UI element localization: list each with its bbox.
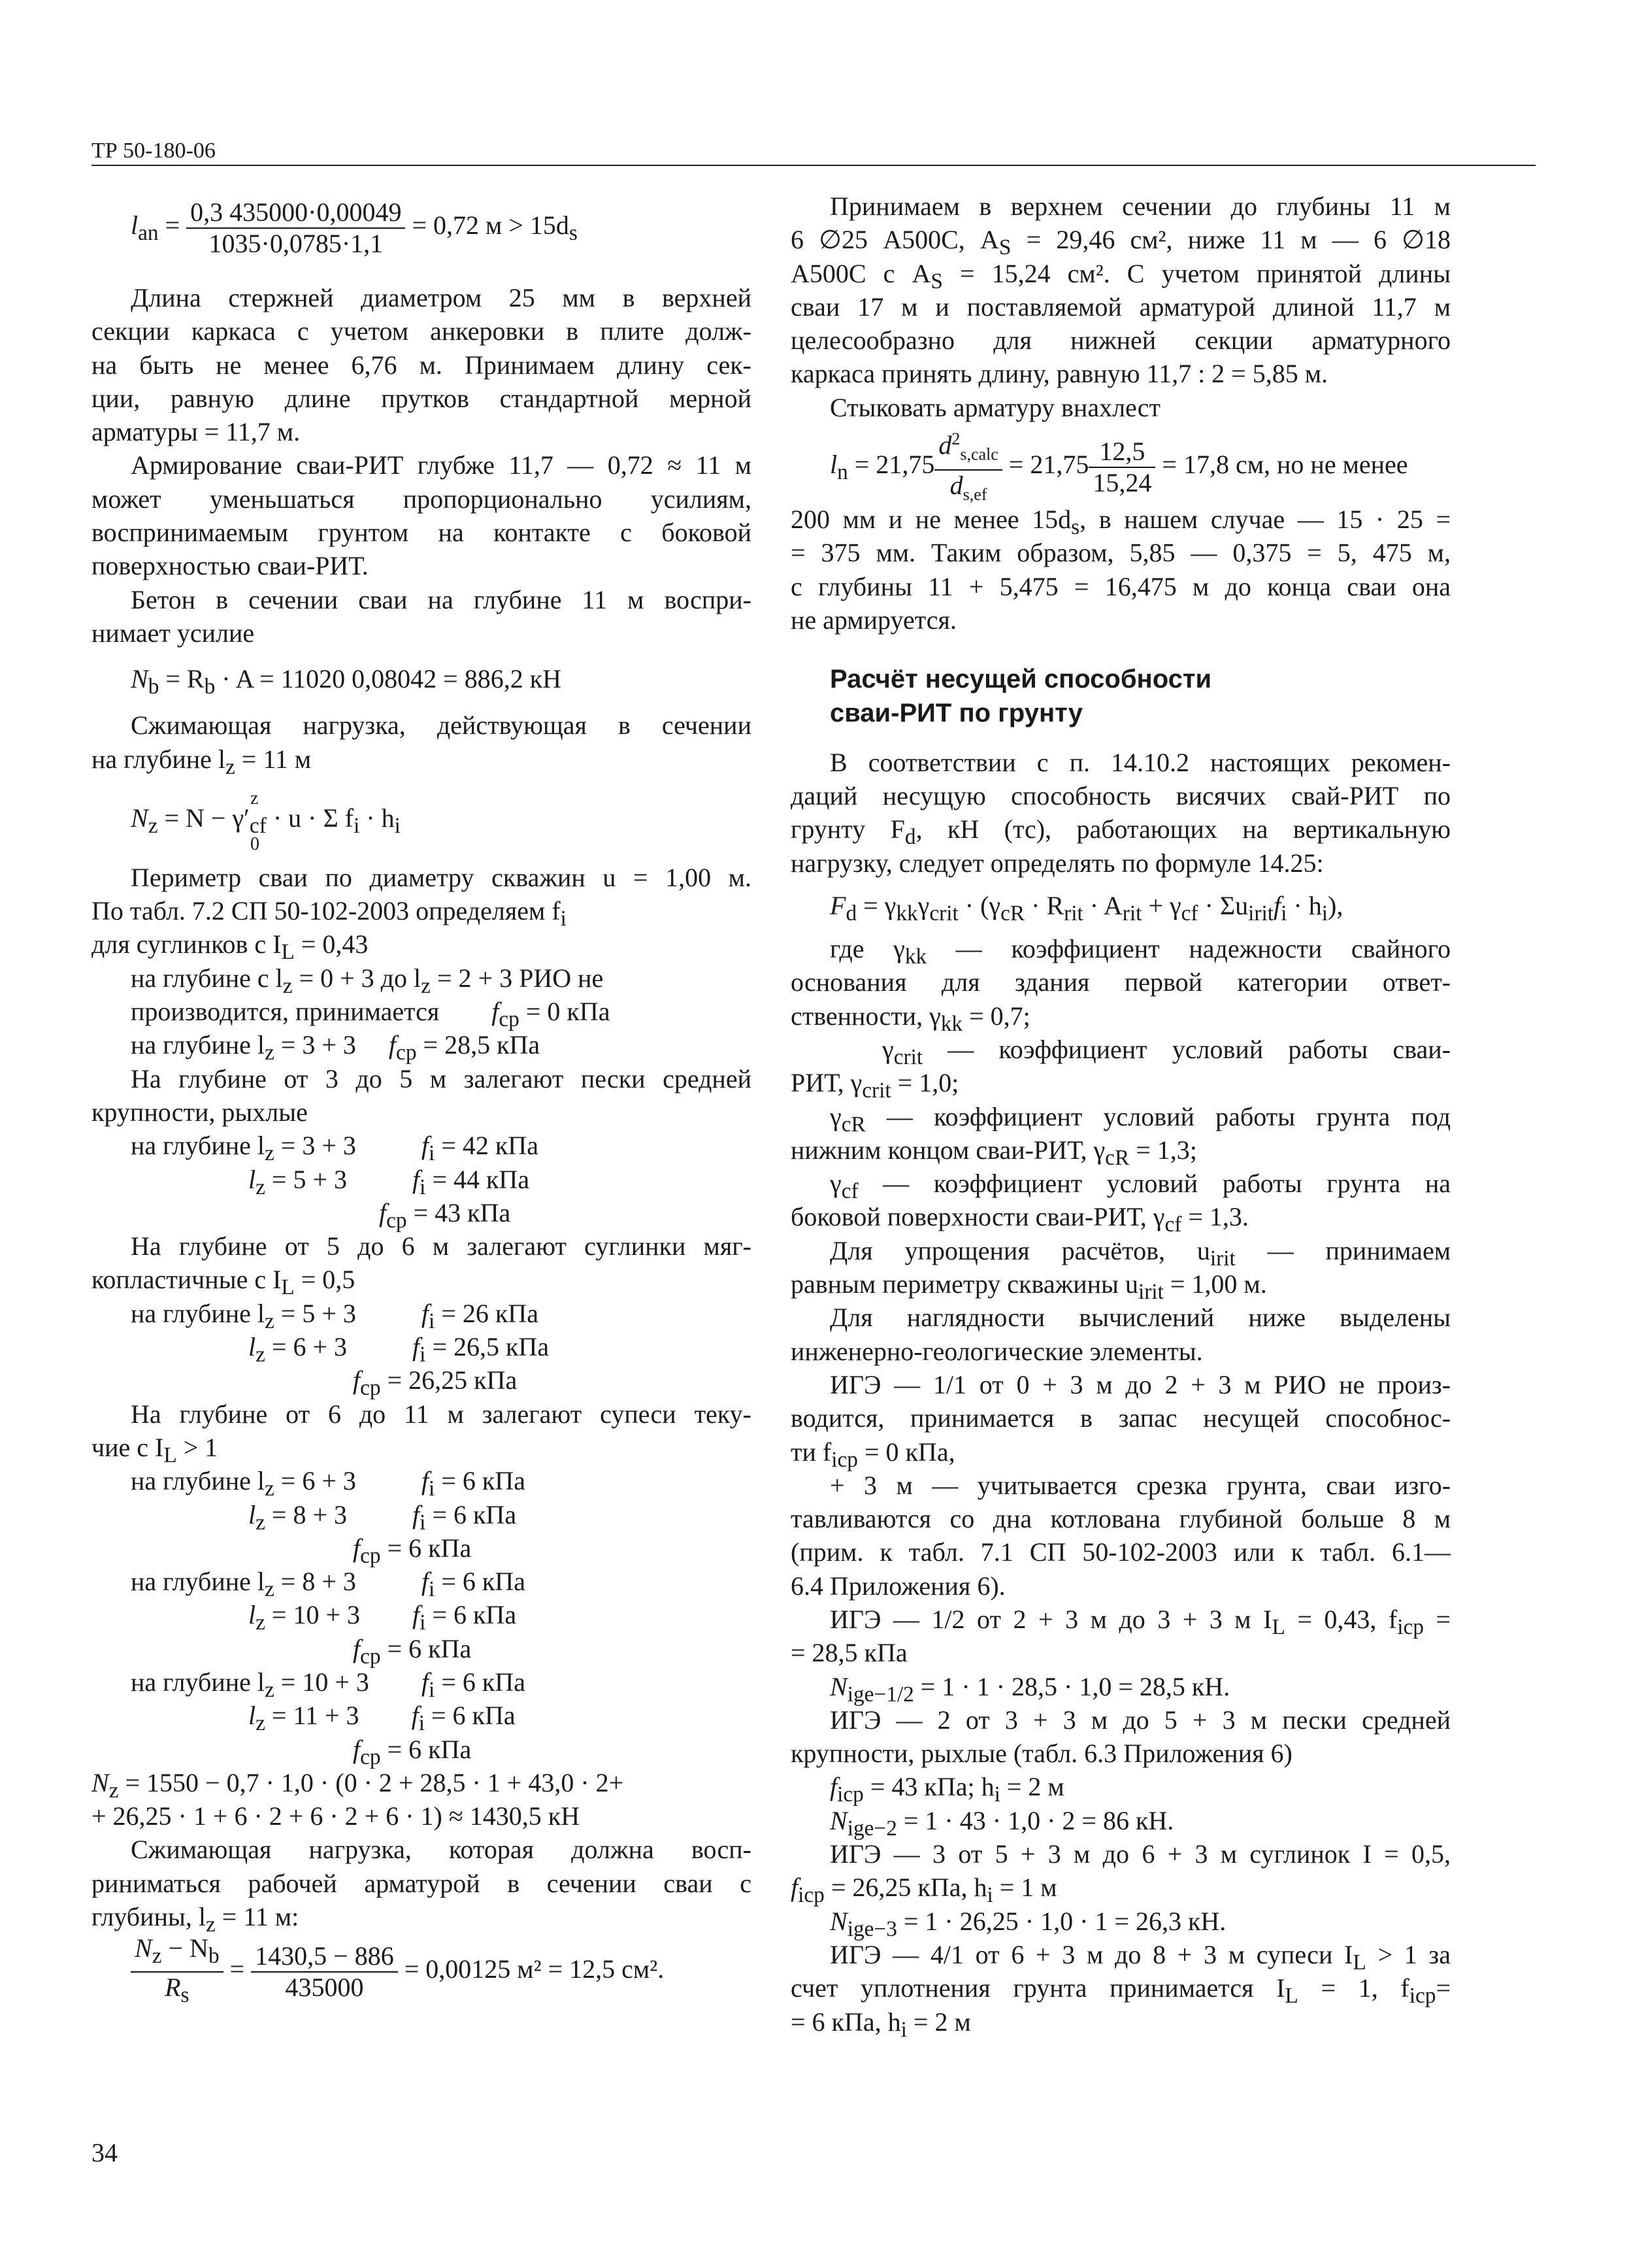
- formula-symbol: l: [830, 449, 838, 479]
- paragraph-line: крупности, рыхлые (табл. 6.3 Приложения 6): [791, 1739, 1293, 1769]
- paragraph-line: РИТ, $\gamma_{crit} = 1,0$;: [791, 1068, 959, 1103]
- paragraph-line: поверхностью сваи-РИТ.: [91, 551, 369, 581]
- formula-superscript: 2: [951, 429, 961, 449]
- text-run: = 0,43, f: [1285, 1604, 1398, 1634]
- soil-line: $f_{cp} = 43$ кПа: [379, 1197, 511, 1233]
- paragraph-line: А500С с $A_S = 15,24$ см². С учетом принятой длины: [791, 258, 1451, 293]
- soil-line: на глубине $l_z = 3 + 3$ $f_i = 42$ кПа: [131, 1131, 538, 1166]
- formula-subscript: i: [1281, 901, 1287, 926]
- text-run: =: [1436, 1973, 1451, 2003]
- formula-subscript: b: [204, 675, 216, 699]
- formula-line: [791, 1804, 1451, 1841]
- text-run: = 1,3;: [1129, 1135, 1197, 1165]
- paragraph-line: $\gamma_{cR}$ — коэффициент условий работы грунта под: [830, 1101, 1451, 1137]
- formula-subscript: cR: [1000, 901, 1025, 926]
- formula-symbol: f: [830, 1772, 838, 1802]
- formula-fraction: [131, 1933, 223, 2010]
- soil-line: на глубине $l_z = 10 + 3$ $f_i = 6$ кПа: [131, 1667, 525, 1702]
- formula-part: = γ: [857, 891, 897, 921]
- text-run: = 11 м:: [215, 1902, 299, 1932]
- text-run: = 3 + 3: [274, 1030, 356, 1060]
- text-run: , в нашем случае — 15 · 25 =: [1079, 505, 1451, 535]
- text-run: = 43 кПа: [406, 1197, 511, 1227]
- sum-upper-limit: z: [250, 788, 259, 809]
- paragraph-line: Сжимающая нагрузка, действующая в сечении: [131, 710, 751, 741]
- paragraph-line: грунту $F_d$, кН (тс), работающих на вертикальную: [791, 814, 1451, 850]
- text-run: = 1,3.: [1181, 1202, 1249, 1232]
- paragraph-line: Сжимающая нагрузка, которая должна восп-: [131, 1835, 751, 1865]
- fraction-denominator: 435000: [285, 1973, 364, 2003]
- formula-subscript: ige−2: [847, 1816, 897, 1841]
- formula-line: [791, 1770, 1451, 1807]
- formula-subscript: irit: [1248, 901, 1274, 926]
- text-run: = 6 + 3: [274, 1466, 356, 1496]
- formula-subscript: i: [1321, 901, 1328, 926]
- formula-subscript: z: [148, 813, 158, 838]
- formula-subscript: b: [148, 675, 159, 699]
- fraction-numerator: 12,5: [1089, 437, 1155, 468]
- text-run: чие с I: [91, 1432, 164, 1462]
- text-run: на глубине l: [131, 1466, 265, 1496]
- paragraph-line: 6 ∅25 А500С, $A_S = 29,46$ см², ниже 11 м — 6 ∅18: [791, 225, 1451, 260]
- text-run: По табл. 7.2 СП 50-102-2003 определяем f: [91, 896, 561, 926]
- section-heading: сваи-РИТ по грунту: [830, 698, 1083, 727]
- paragraph-line: На глубине от 5 до 6 м залегают суглинки мяг-: [131, 1231, 751, 1261]
- formula-part: − N: [161, 1933, 208, 1963]
- paragraph-line: может уменьшаться пропорционально усилиям,: [91, 484, 751, 514]
- paragraph-line: ственности, $\gamma_{kk} = 0,7$;: [791, 1001, 1030, 1036]
- text-run: копластичные с I: [91, 1265, 282, 1295]
- soil-line: $f_{cp} = 6$ кПа: [353, 1633, 472, 1669]
- page-number: 34: [91, 2138, 118, 2167]
- formula-part: = 2 м: [1000, 1772, 1064, 1802]
- paragraph-line: целесообразно для нижней секции арматурного: [791, 325, 1451, 356]
- soil-line: $l_z = 5 + 3$ $f_i = 44$ кПа: [248, 1164, 530, 1199]
- paragraph-line: не армируется.: [791, 605, 957, 635]
- paragraph-line: ИГЭ — 2 от 3 + 3 м до 5 + 3 м пески средней: [830, 1705, 1451, 1735]
- paragraph-line: + 3 м — учитывается срезка грунта, сваи изго-: [830, 1470, 1451, 1500]
- text-run: = 10 + 3: [265, 1600, 361, 1630]
- formula-fraction: [251, 1941, 398, 2003]
- paragraph-line: Длина стержней диаметром 25 мм в верхней: [131, 283, 751, 312]
- text-run: на глубине l: [131, 1030, 265, 1060]
- formula-result: = 0,72 м > 15d: [405, 210, 569, 240]
- text-run: где γ: [830, 934, 905, 964]
- formula-symbol: N: [830, 1906, 848, 1936]
- text-run: = 0,5: [294, 1265, 355, 1295]
- text-run: = 6 кПа: [424, 1701, 516, 1731]
- formula-part: · h: [359, 803, 395, 833]
- text-run: 200 мм и не менее 15d: [791, 505, 1072, 535]
- formula-symbol: N: [91, 1767, 109, 1797]
- paragraph-line: Для наглядности вычислений ниже выделены: [830, 1303, 1451, 1333]
- text-run: ти f: [791, 1437, 832, 1467]
- text-run: нижним концом сваи-РИТ, γ: [791, 1135, 1106, 1165]
- soil-line: на глубине $l_z = 5 + 3$ $f_i = 26$ кПа: [131, 1298, 538, 1333]
- paragraph-line: где $\gamma_{kk}$ — коэффициент надежности свайного: [830, 934, 1451, 969]
- formula-compressive-load: [91, 776, 751, 861]
- text-run: счет уплотнения грунта принимается I: [791, 1973, 1285, 2003]
- text-run: = 2 м: [906, 2007, 971, 2037]
- text-run: = 44 кПа: [425, 1164, 530, 1194]
- text-run: равным периметру скважины u: [791, 1269, 1138, 1299]
- text-run: Для упрощения расчётов, u: [830, 1235, 1210, 1265]
- soil-line: $f_{cp} = 26,25$ кПа: [353, 1365, 518, 1401]
- text-run: боковой поверхности сваи-РИТ, γ: [791, 1202, 1165, 1232]
- paragraph-line: на быть не менее 6,76 м. Принимаем длину сек-: [91, 350, 751, 380]
- formula-subscript: cf: [249, 813, 267, 838]
- soil-line: $f_{cp} = 6$ кПа: [353, 1734, 472, 1769]
- formula-line: [791, 1670, 1451, 1707]
- formula-lap-length: [791, 424, 1451, 503]
- paragraph-line: ции, равную длине прутков стандартной мерной: [91, 383, 751, 413]
- paragraph-line: тавливаются со дна котлована глубиной больше 8 м: [791, 1504, 1451, 1534]
- text-run: производится, принимается: [131, 997, 440, 1027]
- text-run: грунту F: [791, 814, 905, 844]
- paragraph-line: $\gamma_{crit}$ — коэффициент условий работы сваи-: [882, 1034, 1451, 1069]
- text-run: = 8 + 3: [265, 1499, 348, 1529]
- text-run: — коэффициент надежности свайного: [927, 934, 1451, 964]
- formula-subscript: s,ef: [963, 485, 987, 505]
- text-run: = 6 кПа: [425, 1600, 517, 1630]
- paragraph-line: ИГЭ — 4/1 от 6 + 3 м до 8 + 3 м супеси $I_L > 1$ за: [830, 1939, 1451, 1975]
- paragraph-line: секции каркаса с учетом анкеровки в плите долж-: [91, 316, 751, 346]
- formula-part: · A: [1083, 891, 1123, 921]
- formula-subscript: ige−1/2: [847, 1682, 914, 1707]
- text-run: ственности, γ: [791, 1001, 941, 1031]
- formula-subscript: n: [837, 459, 848, 484]
- paragraph-line: равным периметру скважины $u_{irit} = 1,00$ м.: [791, 1269, 1267, 1305]
- formula-symbol: N: [131, 664, 148, 694]
- paragraph-line: глубины, $l_z = 11$ м:: [91, 1902, 299, 1937]
- paragraph-line: нижним концом сваи-РИТ, $\gamma_{cR} = 1,3$;: [791, 1135, 1197, 1170]
- paragraph-line: Армирование сваи-РИТ глубже 11,7 — 0,72 ≈ 11 м: [131, 450, 751, 480]
- fraction-numerator: 0,3 435000·0,00049: [186, 197, 405, 229]
- sum-lower-limit: 0: [250, 833, 259, 854]
- paragraph-line: (прим. к табл. 7.1 СП 50-102-2003 или к табл. 6.1—: [791, 1537, 1451, 1567]
- section-heading: Расчёт несущей способности: [830, 665, 1212, 694]
- text-run: = 26,25 кПа, h: [824, 1873, 987, 1903]
- soil-line: производится, принимается $f_{cp} = 0$ кПа: [131, 997, 610, 1032]
- text-run: =: [1423, 1604, 1451, 1634]
- text-run: = 26,25 кПа: [380, 1365, 518, 1395]
- paragraph-line: 6.4 Приложения 6).: [791, 1571, 1006, 1601]
- formula-result: = 0,00125 м² = 12,5 см².: [397, 1954, 665, 1984]
- formula-symbol: f: [1274, 891, 1281, 921]
- text-run: = 6 кПа: [435, 1567, 525, 1597]
- paragraph-line: крупности, рыхлые: [91, 1097, 308, 1127]
- paragraph-line: Бетон в сечении сваи на глубине 11 м воспри-: [131, 584, 751, 614]
- text-run: = 26 кПа: [435, 1298, 538, 1328]
- formula-subscript: rit: [1064, 901, 1083, 926]
- text-run: = 1,00 м.: [1163, 1269, 1267, 1299]
- text-run: = 0,7;: [963, 1001, 1030, 1031]
- paragraph-line: риниматься рабочей арматурой в сечении сваи с: [91, 1868, 751, 1898]
- paragraph-line: ИГЭ — 1/1 от 0 + 3 м до 2 + 3 м РИО не произ-: [830, 1369, 1451, 1399]
- paragraph-line: Принимаем в верхнем сечении до глубины 11 м: [830, 192, 1451, 221]
- paragraph-line: инженерно-геологические элементы.: [791, 1336, 1203, 1366]
- text-run: = 28,5 кПа: [416, 1030, 540, 1060]
- formula-subscript: cf: [1181, 901, 1198, 926]
- formula-part: = 43 кПа; h: [863, 1772, 995, 1802]
- text-run: на глубине l: [131, 1298, 265, 1328]
- formula-symbol: F: [830, 891, 846, 921]
- text-run: = 6 кПа: [380, 1633, 472, 1663]
- text-run: — коэффициент условий работы сваи-: [923, 1034, 1451, 1064]
- soil-line: $l_z = 11 + 3$ $f_i = 6$ кПа: [248, 1701, 516, 1736]
- text-run: = 1, f: [1298, 1973, 1409, 2003]
- fraction-numerator: 1430,5 − 886: [251, 1941, 398, 1973]
- formula-part: = 1 · 1 · 28,5 · 1,0 = 28,5 кН.: [914, 1671, 1230, 1701]
- paragraph-line: В соответствии с п. 14.10.2 настоящих рекомен-: [830, 747, 1451, 777]
- formula-subscript: i: [394, 813, 401, 838]
- formula-subscript: an: [138, 221, 159, 245]
- formula-concrete-force: [91, 650, 751, 709]
- formula-symbol: N: [131, 803, 148, 833]
- text-run: = 2 + 3 РИО не: [430, 963, 604, 993]
- formula-result: = 17,8 см, но не менее: [1155, 449, 1408, 479]
- text-run: , кН (тс), работающих на вертикальную: [915, 814, 1451, 844]
- text-run: ИГЭ — 4/1 от 6 + 3 м до 8 + 3 м супеси I: [830, 1939, 1353, 1969]
- formula-subscript: s: [568, 221, 578, 245]
- formula-part: = R: [159, 664, 205, 694]
- formula-line: + 26,25 · 1 + 6 · 2 + 6 · 2 + 6 · 1) ≈ 1430,5 кН: [91, 1801, 580, 1831]
- formula-symbol: d: [938, 430, 952, 460]
- fraction-denominator: [131, 1973, 223, 2010]
- text-run: = 6 кПа: [380, 1533, 472, 1563]
- text-run: = 8 + 3: [274, 1567, 356, 1597]
- paragraph-line: основания для здания первой категории ответ-: [791, 967, 1451, 997]
- formula-eq: =: [223, 1954, 252, 1984]
- paragraph-line: нимает усилие: [91, 618, 255, 648]
- formula-part: · R: [1025, 891, 1064, 921]
- formula-line: [791, 1905, 1451, 1941]
- text-run: γ: [830, 1169, 842, 1199]
- formula-part: · h: [1287, 891, 1322, 921]
- formula-part: = 1550 − 0,7 · 1,0 · (0 · 2 + 28,5 · 1 + 43,0 · 2+: [118, 1767, 624, 1797]
- formula-subscript: i: [987, 1883, 993, 1908]
- text-run: на глубине l: [131, 1667, 265, 1697]
- formula-part: = N − γ′: [157, 803, 250, 833]
- text-run: — коэффициент условий работы грунта на: [858, 1169, 1451, 1199]
- text-run: на глубине l: [131, 1131, 265, 1161]
- text-run: = 1 м: [993, 1873, 1057, 1903]
- text-run: А500С с A: [791, 258, 931, 288]
- paragraph-line: На глубине от 3 до 5 м залегают пески средней: [131, 1063, 751, 1093]
- formula-subscript: b: [208, 1944, 220, 1969]
- header-rule: [91, 165, 1536, 166]
- formula-subscript: crit: [929, 901, 959, 926]
- formula-symbol: d: [949, 471, 963, 501]
- soil-line: на глубине $l_z = 6 + 3$ $f_i = 6$ кПа: [131, 1466, 525, 1501]
- formula-part: γ: [917, 891, 930, 921]
- text-run: = 42 кПа: [435, 1131, 538, 1161]
- formula-part: + γ: [1142, 891, 1181, 921]
- soil-line: $f_{cp} = 6$ кПа: [353, 1533, 472, 1568]
- paragraph-line: = 28,5 кПа: [791, 1638, 908, 1668]
- text-run: = 3 + 3: [274, 1131, 356, 1161]
- formula-fraction: [934, 424, 1002, 510]
- formula-bearing-capacity: [791, 880, 1451, 932]
- formula-symbol: R: [165, 1973, 181, 2003]
- soil-line: $l_z = 10 + 3$ $f_i = 6$ кПа: [248, 1600, 517, 1635]
- fraction-numerator: [131, 1933, 223, 1973]
- soil-line: $l_z = 8 + 3$ $f_i = 6$ кПа: [248, 1499, 517, 1535]
- text-run: = 0 кПа,: [857, 1437, 955, 1467]
- formula-part: · (γ: [958, 891, 1001, 921]
- text-run: для суглинков с I: [91, 929, 282, 959]
- text-run: = 0,43: [294, 929, 369, 959]
- paragraph-line: водится, принимается в запас несущей способнос-: [791, 1403, 1451, 1433]
- left-column: [91, 190, 751, 2008]
- running-header: ТР 50-180-06: [91, 139, 216, 163]
- paragraph-line: ИГЭ — 3 от 5 + 3 м до 6 + 3 м суглинок I = 0,5,: [830, 1839, 1451, 1869]
- paragraph-line: копластичные с $I_L = 0,5$: [91, 1265, 355, 1300]
- paragraph-line: = 375 мм. Таким образом, 5,85 — 0,375 = 5, 475 м,: [791, 538, 1451, 568]
- text-run: γ: [830, 1101, 842, 1131]
- paragraph-line: сваи 17 м и поставляемой арматурой длиной 11,7 м: [791, 292, 1451, 322]
- text-run: = 5 + 3: [274, 1298, 356, 1328]
- formula-subscript: s,calc: [960, 444, 998, 464]
- text-run: = 6 кПа: [435, 1667, 525, 1697]
- fraction-denominator: 1035·0,0785·1,1: [208, 228, 384, 258]
- text-run: = 11 + 3: [265, 1701, 359, 1731]
- soil-line: $l_z = 6 + 3$ $f_i = 26,5$ кПа: [248, 1332, 550, 1367]
- fraction-numerator: [934, 424, 1002, 471]
- formula-symbol: N: [830, 1671, 848, 1701]
- formula-subscript: z: [152, 1944, 162, 1969]
- paragraph-line: на глубине $l_z = 11$ м: [91, 744, 312, 779]
- text-run: = 6 кПа: [425, 1499, 517, 1529]
- text-run: γ: [882, 1034, 894, 1064]
- formula-eq: =: [158, 210, 187, 240]
- text-run: = 10 + 3: [274, 1667, 369, 1697]
- text-run: — принимаем: [1235, 1235, 1451, 1265]
- formula-symbol: l: [131, 210, 139, 240]
- formula-part: · u · Σ f: [266, 803, 354, 833]
- paragraph-line: По табл. 7.2 СП 50-102-2003 определяем $f_i$: [91, 896, 567, 931]
- fraction-denominator: 15,24: [1093, 467, 1152, 497]
- formula-subscript: i: [994, 1782, 1000, 1807]
- formula-reinforcement-area: [91, 1933, 751, 2008]
- text-run: на глубине l: [91, 744, 225, 774]
- text-run: = 1,0;: [891, 1068, 959, 1098]
- formula-symbol: N: [830, 1805, 848, 1835]
- formula-subscript: s: [180, 1983, 189, 2008]
- text-run: = 0 + 3 до l: [292, 963, 421, 993]
- text-run: = 11 м: [235, 744, 312, 774]
- formula-anchorage-length: [91, 190, 751, 261]
- formula-part: ),: [1328, 891, 1343, 921]
- paragraph-line: На глубине от 6 до 11 м залегают супеси теку-: [131, 1399, 751, 1429]
- formula-symbol: N: [135, 1933, 152, 1963]
- paragraph-line: ти $f_{icp} = 0$ кПа,: [791, 1437, 955, 1472]
- text-run: f: [491, 997, 499, 1027]
- paragraph-line: с глубины 11 + 5,475 = 16,475 м до конца сваи она: [791, 571, 1451, 601]
- formula-subscript: icp: [837, 1782, 864, 1807]
- paragraph-line: Периметр сваи по диаметру скважин u = 1,00 м.: [131, 862, 751, 892]
- formula-part: = 21,75: [848, 449, 935, 479]
- soil-line: на глубине $l_z = 3 + 3$ $f_{cp} = 28,5$ кПа: [131, 1030, 540, 1065]
- text-run: 6 ∅25 А500С, A: [791, 225, 999, 255]
- formula-part: = 21,75: [1002, 449, 1089, 479]
- formula-subscript: rit: [1122, 901, 1142, 926]
- text-run: на глубине с l: [131, 963, 283, 993]
- text-run: ИГЭ — 1/2 от 2 + 3 м до 3 + 3 м I: [830, 1604, 1272, 1634]
- formula-part: = 1 · 43 · 1,0 · 2 = 86 кН.: [897, 1805, 1174, 1835]
- text-run: = 26,5 кПа: [425, 1332, 550, 1362]
- formula-subscript: ige−3: [847, 1916, 897, 1941]
- formula-part: · Σu: [1198, 891, 1249, 921]
- text-run: = 29,46 см², ниже 11 м — 6 ∅18: [1011, 225, 1451, 255]
- paragraph-line: нагрузку, следует определять по формуле 14.25:: [791, 848, 1324, 878]
- text-run: глубины, l: [91, 1902, 206, 1932]
- paragraph-line: для суглинков с $I_L = 0,43$: [91, 929, 369, 965]
- paragraph-line: счет уплотнения грунта принимается $I_L = 1$, $f_{icp}=$: [791, 1973, 1451, 2009]
- text-run: = 6 кПа, h: [791, 2007, 901, 2037]
- paragraph-line: каркаса принять длину, равную 11,7 : 2 = 5,85 м.: [791, 359, 1328, 389]
- text-run: > 1 за: [1366, 1939, 1451, 1969]
- text-run: = 6 кПа: [380, 1734, 472, 1764]
- formula-subscript: i: [354, 813, 360, 838]
- formula-subscript: d: [846, 901, 857, 926]
- paragraph-line: 200 мм и не менее $15d_s$, в нашем случае — 15 · 25 =: [791, 505, 1451, 540]
- formula-symbol: f: [791, 1873, 799, 1903]
- formula-line: $N_z = 1550 - 0,7 \cdot 1,0 \cdot (0 \cdot 2 + 28,5 \cdot 1 + 43,0 \cdot 2+$: [91, 1767, 624, 1803]
- paragraph-line: Для упрощения расчётов, $u_{irit}$ — принимаем: [830, 1235, 1451, 1271]
- soil-line: на глубине $l_z = 8 + 3$ $f_i = 6$ кПа: [131, 1567, 525, 1602]
- formula-subscript: kk: [896, 901, 918, 926]
- paragraph-line: Стыковать арматуру внахлест: [830, 392, 1161, 422]
- formula-part: = 1 · 26,25 · 1,0 · 1 = 26,3 кН.: [897, 1906, 1227, 1936]
- paragraph-line: [791, 1871, 1451, 1908]
- text-run: = 6 + 3: [265, 1332, 348, 1362]
- text-run: = 6 кПа: [435, 1466, 525, 1496]
- soil-line: на глубине с $l_z = 0 + 3$ до $l_z = 2 + 3$ РИО не: [131, 963, 604, 998]
- text-run: = 15,24 см². С учетом принятой длины: [942, 258, 1451, 288]
- formula-fraction: [186, 197, 405, 259]
- paragraph-line: даций несущую способность висячих свай-РИТ по: [791, 781, 1451, 811]
- paragraph-line: чие с $I_L > 1$: [91, 1432, 218, 1467]
- paragraph-line: ИГЭ — 1/2 от 2 + 3 м до 3 + 3 м $I_L = 0,43$, $f_{icp}$ =: [830, 1604, 1451, 1639]
- formula-fraction: [1089, 437, 1155, 498]
- paragraph-line: = 6 кПа, $h_i = 2$ м: [791, 2007, 971, 2042]
- paragraph-line: воспринимаемым грунтом на контакте с боковой: [91, 518, 751, 548]
- text-run: > 1: [176, 1432, 218, 1462]
- text-run: РИТ, γ: [791, 1068, 863, 1098]
- text-run: на глубине l: [131, 1567, 265, 1597]
- paragraph-line: боковой поверхности сваи-РИТ, $\gamma_{cf} = 1,3$.: [791, 1202, 1249, 1237]
- text-run: = 5 + 3: [265, 1164, 348, 1194]
- formula-part: · A = 11020 0,08042 = 886,2 кН: [215, 664, 562, 694]
- right-column: [791, 190, 1451, 2042]
- text-run: = 0 кПа: [519, 997, 610, 1027]
- text-run: — коэффициент условий работы грунта под: [865, 1101, 1451, 1131]
- formula-subscript: icp: [798, 1883, 825, 1908]
- paragraph-line: арматуры = 11,7 м.: [91, 417, 301, 447]
- paragraph-line: $\gamma_{cf}$ — коэффициент условий работы грунта на: [830, 1169, 1451, 1204]
